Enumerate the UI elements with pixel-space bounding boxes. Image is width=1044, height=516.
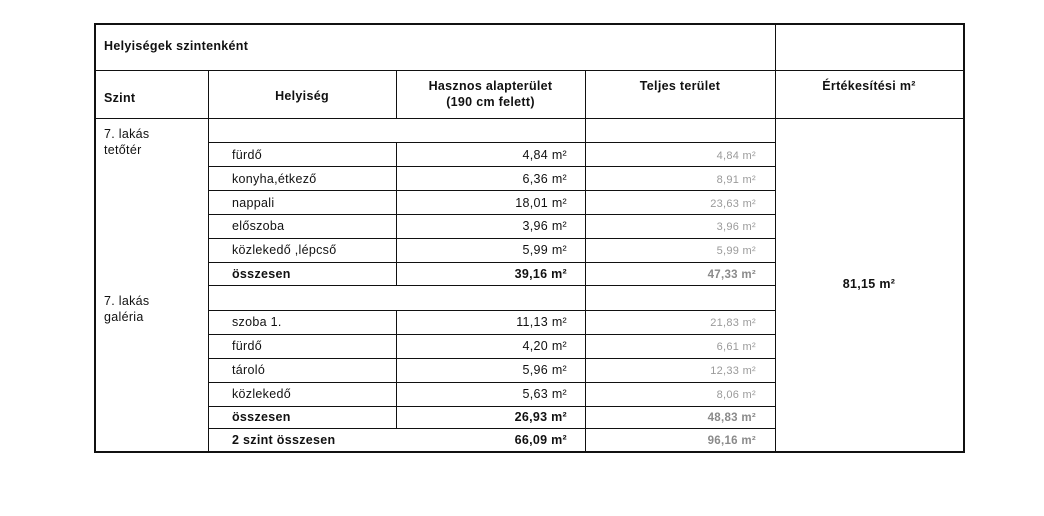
row-line [208, 334, 775, 335]
title-divider [94, 70, 965, 71]
room-hasznos: 5,96 m² [522, 363, 567, 377]
header-ertekesitesi: Értékesítési m² [822, 79, 916, 93]
grand-total-hasznos: 66,09 m² [514, 433, 567, 447]
room-name: nappali [232, 196, 275, 210]
room-hasznos: 11,13 m² [516, 315, 567, 329]
room-teljes: 5,99 m² [716, 245, 756, 257]
room-teljes: 21,83 m² [710, 317, 756, 329]
subtotal-name: összesen [232, 267, 291, 281]
col-line-helyiseg [208, 70, 209, 453]
row-line [208, 310, 775, 311]
level-name: galéria [104, 310, 144, 324]
row-line [208, 382, 775, 383]
row-line [208, 238, 775, 239]
grand-total-teljes: 96,16 m² [707, 435, 756, 447]
row-line [208, 214, 775, 215]
row-line [208, 358, 775, 359]
row-line [208, 142, 775, 143]
header-teljes: Teljes terület [639, 79, 721, 93]
table-border-top [94, 23, 965, 25]
room-teljes: 12,33 m² [710, 365, 756, 377]
table-title: Helyiségek szintenként [104, 39, 249, 53]
header-divider [94, 118, 965, 119]
subtotal-name: összesen [232, 410, 291, 424]
row-line [208, 262, 775, 263]
room-name: konyha,étkező [232, 172, 317, 186]
room-area-table [94, 23, 965, 453]
subtotal-hasznos: 39,16 m² [514, 267, 567, 281]
room-name: tároló [232, 363, 266, 377]
table-border-left [94, 23, 96, 453]
room-hasznos: 4,20 m² [522, 339, 567, 353]
room-name: előszoba [232, 219, 285, 233]
room-hasznos: 5,99 m² [522, 243, 567, 257]
room-name: közlekedő [232, 387, 291, 401]
room-teljes: 4,84 m² [716, 150, 756, 162]
room-teljes: 8,91 m² [716, 174, 756, 186]
room-hasznos: 4,84 m² [522, 148, 567, 162]
subtotal-hasznos: 26,93 m² [514, 410, 567, 424]
row-line [208, 190, 775, 191]
room-name: közlekedő ,lépcső [232, 243, 337, 257]
room-name: szoba 1. [232, 315, 282, 329]
room-teljes: 23,63 m² [710, 198, 756, 210]
subtotal-teljes: 48,83 m² [707, 412, 756, 424]
room-teljes: 6,61 m² [716, 341, 756, 353]
subtotal-teljes: 47,33 m² [707, 269, 756, 281]
room-hasznos: 6,36 m² [522, 172, 567, 186]
row-line [208, 428, 775, 429]
ertekesitesi-value: 81,15 m² [842, 277, 896, 291]
table-border-right [963, 23, 965, 453]
row-line [208, 285, 775, 286]
level-name: 7. lakás [104, 294, 150, 308]
header-helyiseg: Helyiség [275, 89, 329, 103]
row-line [208, 166, 775, 167]
room-hasznos: 3,96 m² [522, 219, 567, 233]
header-hasznos-line2: (190 cm felett) [446, 95, 535, 109]
room-hasznos: 18,01 m² [515, 196, 567, 210]
room-name: fürdő [232, 339, 262, 353]
grand-total-name: 2 szint összesen [232, 433, 336, 447]
table-border-bottom [94, 451, 965, 453]
col-line-hasznos-header [396, 70, 397, 118]
room-name: fürdő [232, 148, 262, 162]
level-name: 7. lakás [104, 127, 150, 141]
level-name: tetőtér [104, 143, 142, 157]
header-szint: Szint [104, 91, 136, 105]
room-teljes: 3,96 m² [716, 221, 756, 233]
header-hasznos-line1: Hasznos alapterület [428, 79, 553, 93]
room-hasznos: 5,63 m² [522, 387, 567, 401]
row-line [208, 406, 775, 407]
room-teljes: 8,06 m² [716, 389, 756, 401]
